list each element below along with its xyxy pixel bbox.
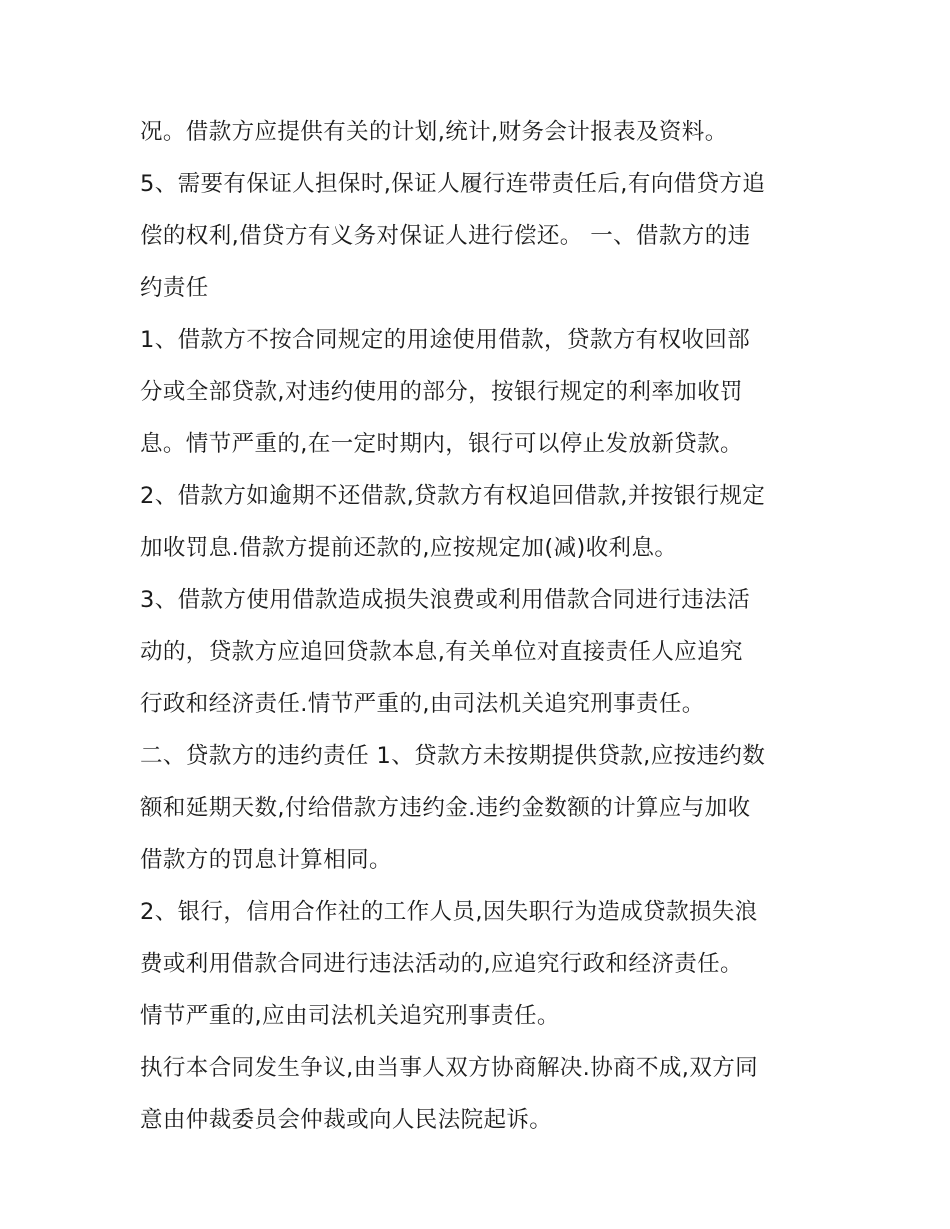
text-line: 5、需要有保证人担保时,保证人履行连带责任后,有向借贷方追 — [140, 171, 766, 197]
text-line: 动的，贷款方应追回贷款本息,有关单位对直接责任人应追究 — [140, 639, 743, 665]
text-line: 借款方的罚息计算相同。 — [140, 847, 392, 873]
document-body — [140, 106, 820, 1146]
text-line: 加收罚息.借款方提前还款的,应按规定加(减)收利息。 — [140, 535, 678, 561]
text-line: 二、贷款方的违约责任 1、贷款方未按期提供贷款,应按违约数 — [140, 743, 766, 769]
text-line: 偿的权利,借贷方有义务对保证人进行偿还。 一、借款方的违 — [140, 223, 751, 249]
text-line: 2、借款方如逾期不还借款,贷款方有权追回借款,并按银行规定 — [140, 483, 766, 509]
text-line: 情节严重的,应由司法机关追究刑事责任。 — [140, 1003, 560, 1029]
text-line: 分或全部贷款,对违约使用的部分，按银行规定的利率加收罚 — [140, 379, 743, 405]
text-line: 况。借款方应提供有关的计划,统计,财务会计报表及资料。 — [140, 119, 728, 145]
text-line: 行政和经济责任.情节严重的,由司法机关追究刑事责任。 — [140, 691, 705, 717]
text-line: 费或利用借款合同进行违法活动的,应追究行政和经济责任。 — [140, 951, 743, 977]
text-line: 执行本合同发生争议,由当事人双方协商解决.协商不成,双方同 — [140, 1055, 759, 1081]
text-line: 1、借款方不按合同规定的用途使用借款，贷款方有权收回部 — [140, 327, 751, 353]
text-line: 意由仲裁委员会仲裁或向人民法院起诉。 — [140, 1107, 553, 1133]
text-line: 3、借款方使用借款造成损失浪费或利用借款合同进行违法活 — [140, 587, 751, 613]
text-line: 息。情节严重的,在一定时期内，银行可以停止发放新贷款。 — [140, 431, 743, 457]
text-line: 2、银行，信用合作社的工作人员,因失职行为造成贷款损失浪 — [140, 899, 758, 925]
text-line: 额和延期天数,付给借款方违约金.违约金数额的计算应与加收 — [140, 795, 751, 821]
text-line: 约责任 — [140, 275, 209, 301]
